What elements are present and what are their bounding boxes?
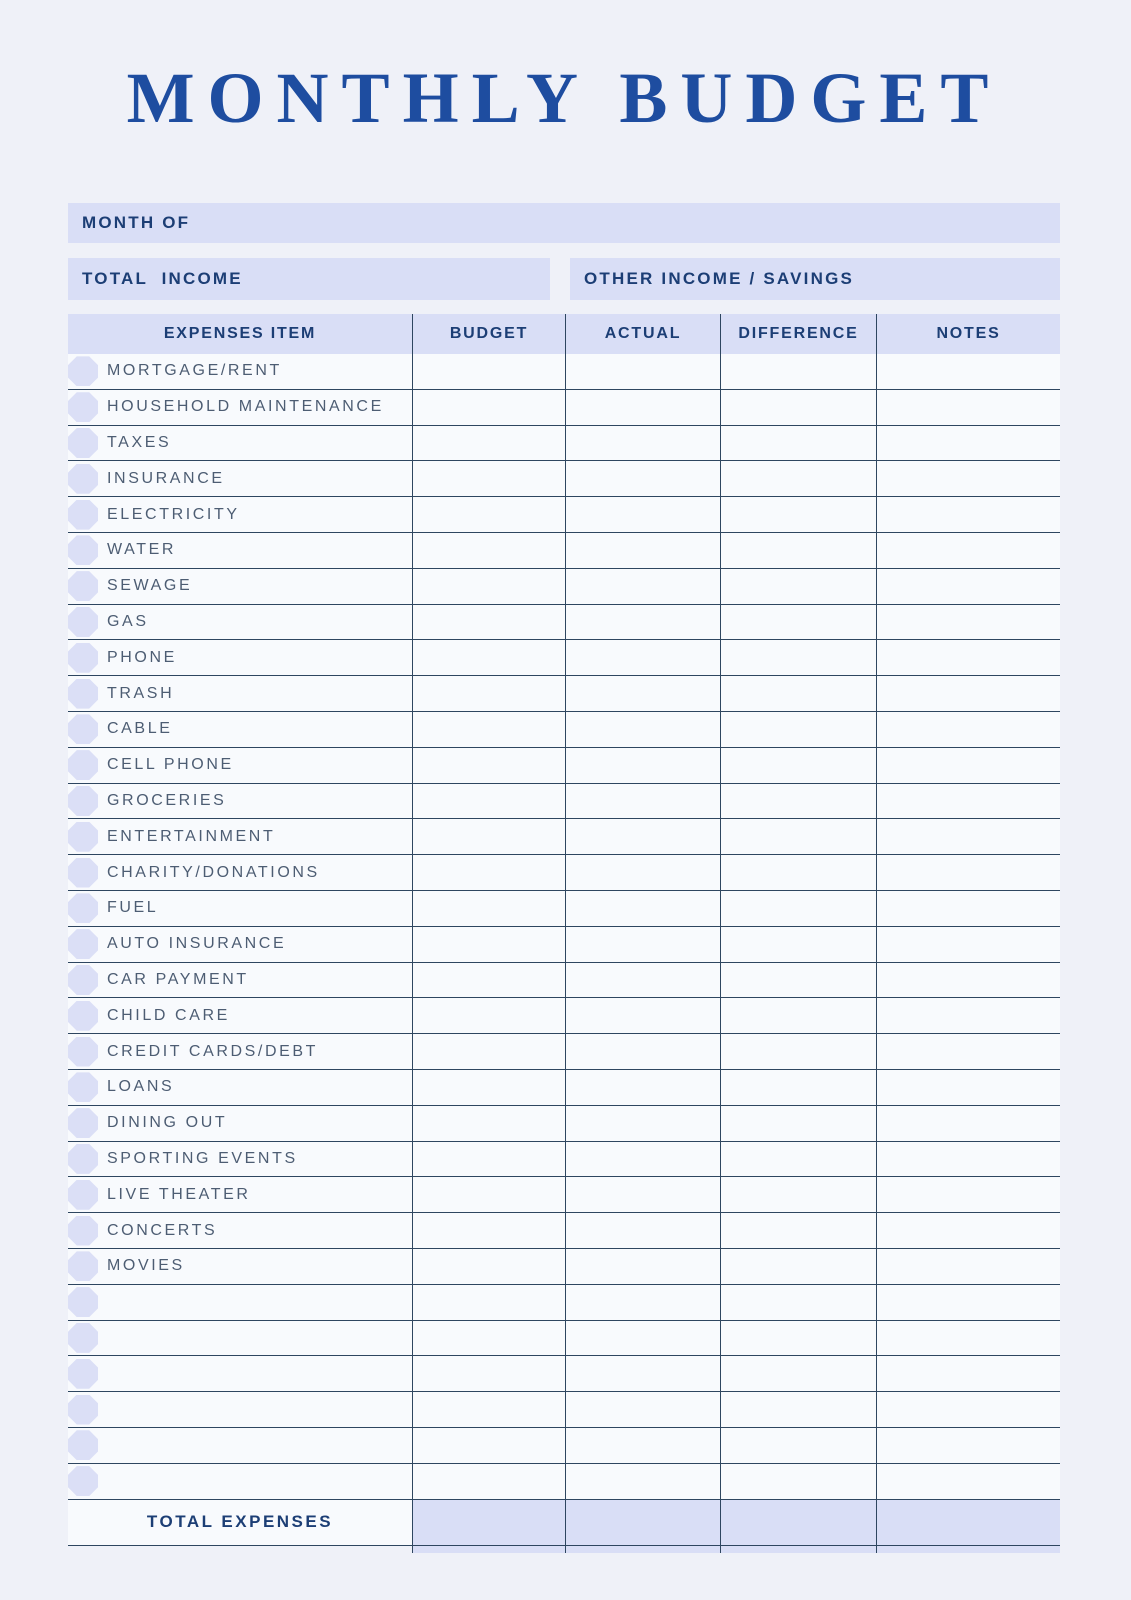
- expense-item-label: FUEL: [107, 899, 159, 917]
- actual-cell[interactable]: [565, 1464, 720, 1499]
- expense-item-cell: [68, 1464, 412, 1499]
- table-row: [68, 1285, 1060, 1321]
- budget-cell[interactable]: [412, 748, 565, 783]
- expense-item-label: PHONE: [107, 648, 177, 666]
- bullet-octagon-icon: [68, 893, 98, 923]
- expense-item-cell: [68, 1177, 412, 1212]
- expense-item-cell: [68, 1213, 412, 1248]
- budget-cell[interactable]: [412, 390, 565, 425]
- actual-cell[interactable]: [565, 1070, 720, 1105]
- bullet-octagon-icon: [68, 607, 98, 637]
- difference-cell[interactable]: [720, 1034, 876, 1069]
- actual-cell[interactable]: [565, 927, 720, 962]
- notes-cell[interactable]: [876, 497, 1060, 532]
- month-of-label: MONTH OF: [82, 213, 191, 232]
- actual-cell[interactable]: [565, 605, 720, 640]
- expense-item-label: CELL PHONE: [107, 756, 234, 774]
- total-budget-cell[interactable]: [412, 1500, 565, 1545]
- notes-cell[interactable]: [876, 1321, 1060, 1356]
- budget-cell[interactable]: [412, 354, 565, 389]
- bullet-octagon-icon: [68, 929, 98, 959]
- column-header-actual: ACTUAL: [565, 314, 720, 354]
- expense-item-cell: [68, 569, 412, 604]
- budget-cell[interactable]: [412, 927, 565, 962]
- bullet-octagon-icon: [68, 1180, 98, 1210]
- expense-item-label: CABLE: [107, 720, 173, 738]
- notes-cell[interactable]: [876, 1428, 1060, 1463]
- bullet-octagon-icon: [68, 464, 98, 494]
- bullet-octagon-icon: [68, 1001, 98, 1031]
- difference-cell[interactable]: [720, 605, 876, 640]
- table-row: [68, 1106, 1060, 1142]
- total-notes-cell[interactable]: [876, 1500, 1060, 1545]
- actual-cell[interactable]: [565, 640, 720, 675]
- budget-cell[interactable]: [412, 1213, 565, 1248]
- bullet-octagon-icon: [68, 1395, 98, 1425]
- budget-cell[interactable]: [412, 891, 565, 926]
- budget-cell[interactable]: [412, 640, 565, 675]
- table-row: [68, 1034, 1060, 1070]
- expense-item-label: MORTGAGE/RENT: [107, 362, 282, 380]
- expense-item-cell: [68, 784, 412, 819]
- difference-cell[interactable]: [720, 784, 876, 819]
- notes-cell[interactable]: [876, 1142, 1060, 1177]
- notes-cell[interactable]: [876, 819, 1060, 854]
- expense-item-label: GROCERIES: [107, 791, 227, 809]
- notes-cell[interactable]: [876, 569, 1060, 604]
- expense-item-label: CREDIT CARDS/DEBT: [107, 1042, 319, 1060]
- budget-cell[interactable]: [412, 819, 565, 854]
- budget-cell[interactable]: [412, 569, 565, 604]
- difference-cell[interactable]: [720, 963, 876, 998]
- difference-cell[interactable]: [720, 998, 876, 1033]
- total-difference-cell[interactable]: [720, 1500, 876, 1545]
- difference-cell[interactable]: [720, 569, 876, 604]
- expense-item-label: LIVE THEATER: [107, 1185, 251, 1203]
- actual-cell[interactable]: [565, 461, 720, 496]
- table-row: [68, 605, 1060, 641]
- overhang-actual: [565, 1546, 720, 1553]
- bullet-octagon-icon: [68, 1251, 98, 1281]
- expense-item-label: HOUSEHOLD MAINTENANCE: [107, 398, 384, 416]
- actual-cell[interactable]: [565, 712, 720, 747]
- actual-cell[interactable]: [565, 784, 720, 819]
- notes-cell[interactable]: [876, 927, 1060, 962]
- expense-item-label: AUTO INSURANCE: [107, 935, 287, 953]
- budget-cell[interactable]: [412, 605, 565, 640]
- actual-cell[interactable]: [565, 1106, 720, 1141]
- difference-cell[interactable]: [720, 497, 876, 532]
- difference-cell[interactable]: [720, 1177, 876, 1212]
- total-actual-cell[interactable]: [565, 1500, 720, 1545]
- other-income-savings-field: [570, 258, 1060, 300]
- expense-item-label: CAR PAYMENT: [107, 970, 249, 988]
- notes-cell[interactable]: [876, 354, 1060, 389]
- expense-item-cell: [68, 1428, 412, 1463]
- notes-cell[interactable]: [876, 1392, 1060, 1427]
- notes-cell[interactable]: [876, 1356, 1060, 1391]
- table-row: [68, 1356, 1060, 1392]
- column-header-notes: NOTES: [876, 314, 1060, 354]
- expense-item-cell: [68, 927, 412, 962]
- notes-cell[interactable]: [876, 712, 1060, 747]
- expense-item-cell: [68, 426, 412, 461]
- expense-item-cell: [68, 390, 412, 425]
- notes-cell[interactable]: [876, 1034, 1060, 1069]
- bullet-octagon-icon: [68, 428, 98, 458]
- expenses-table: [68, 314, 1060, 1553]
- income-row: [68, 258, 1060, 300]
- table-row: [68, 998, 1060, 1034]
- budget-cell[interactable]: [412, 1034, 565, 1069]
- column-header-expenses-item: EXPENSES ITEM: [163, 325, 317, 342]
- difference-cell[interactable]: [720, 712, 876, 747]
- table-row: [68, 1249, 1060, 1285]
- actual-cell[interactable]: [565, 998, 720, 1033]
- difference-cell[interactable]: [720, 390, 876, 425]
- table-body: [68, 354, 1060, 1500]
- table-row: [68, 891, 1060, 927]
- overhang-notes: [876, 1546, 1060, 1553]
- table-row: [68, 569, 1060, 605]
- table-row: [68, 712, 1060, 748]
- budget-cell[interactable]: [412, 1392, 565, 1427]
- expense-item-label: ELECTRICITY: [107, 505, 240, 523]
- overhang-spacer: [68, 1546, 412, 1553]
- difference-cell[interactable]: [720, 533, 876, 568]
- notes-cell[interactable]: [876, 998, 1060, 1033]
- table-row: [68, 426, 1060, 462]
- actual-cell[interactable]: [565, 748, 720, 783]
- bullet-octagon-icon: [68, 714, 98, 744]
- difference-cell[interactable]: [720, 748, 876, 783]
- budget-cell[interactable]: [412, 1177, 565, 1212]
- bullet-octagon-icon: [68, 1072, 98, 1102]
- difference-cell[interactable]: [720, 1213, 876, 1248]
- table-row: [68, 1177, 1060, 1213]
- table-row: [68, 533, 1060, 569]
- bullet-octagon-icon: [68, 858, 98, 888]
- expense-item-cell: [68, 963, 412, 998]
- total-income-field: [68, 258, 550, 300]
- total-income-label: TOTAL INCOME: [82, 269, 243, 288]
- difference-cell[interactable]: [720, 927, 876, 962]
- notes-cell[interactable]: [876, 605, 1060, 640]
- bullet-octagon-icon: [68, 535, 98, 565]
- overhang-difference: [720, 1546, 876, 1553]
- budget-cell[interactable]: [412, 426, 565, 461]
- difference-cell[interactable]: [720, 1285, 876, 1320]
- difference-cell[interactable]: [720, 891, 876, 926]
- expense-item-label: WATER: [107, 541, 176, 559]
- actual-cell[interactable]: [565, 1392, 720, 1427]
- expense-item-label: SEWAGE: [107, 577, 193, 595]
- bullet-octagon-icon: [68, 786, 98, 816]
- bullet-octagon-icon: [68, 1430, 98, 1460]
- bullet-octagon-icon: [68, 679, 98, 709]
- actual-cell[interactable]: [565, 963, 720, 998]
- notes-cell[interactable]: [876, 1106, 1060, 1141]
- actual-cell[interactable]: [565, 855, 720, 890]
- expense-item-cell: [68, 676, 412, 711]
- difference-cell[interactable]: [720, 1392, 876, 1427]
- bullet-octagon-icon: [68, 1466, 98, 1496]
- expense-item-cell: [68, 1142, 412, 1177]
- expense-item-cell: [68, 497, 412, 532]
- difference-cell[interactable]: [720, 1070, 876, 1105]
- expense-item-cell: [68, 640, 412, 675]
- actual-cell[interactable]: [565, 1213, 720, 1248]
- expense-item-cell: [68, 533, 412, 568]
- difference-cell[interactable]: [720, 1106, 876, 1141]
- bullet-octagon-icon: [68, 965, 98, 995]
- column-header-budget: BUDGET: [412, 314, 565, 354]
- table-row: [68, 497, 1060, 533]
- total-expenses-label: TOTAL EXPENSES: [146, 1512, 334, 1531]
- other-income-savings-label: OTHER INCOME / SAVINGS: [584, 269, 855, 288]
- actual-cell[interactable]: [565, 533, 720, 568]
- table-row: [68, 676, 1060, 712]
- month-of-input-area[interactable]: [190, 203, 1060, 243]
- expense-item-label: LOANS: [107, 1078, 175, 1096]
- budget-cell[interactable]: [412, 1142, 565, 1177]
- notes-cell[interactable]: [876, 676, 1060, 711]
- budget-cell[interactable]: [412, 855, 565, 890]
- total-expenses-label-cell: [68, 1500, 412, 1545]
- expense-item-cell: [68, 748, 412, 783]
- budget-cell[interactable]: [412, 1285, 565, 1320]
- expense-item-cell: [68, 1356, 412, 1391]
- expense-item-label: GAS: [107, 612, 149, 630]
- expense-item-label: INSURANCE: [107, 469, 225, 487]
- notes-cell[interactable]: [876, 1070, 1060, 1105]
- actual-cell[interactable]: [565, 1177, 720, 1212]
- notes-cell[interactable]: [876, 855, 1060, 890]
- bullet-octagon-icon: [68, 1037, 98, 1067]
- bullet-octagon-icon: [68, 392, 98, 422]
- difference-cell[interactable]: [720, 1321, 876, 1356]
- budget-cell[interactable]: [412, 497, 565, 532]
- expense-item-label: DINING OUT: [107, 1114, 228, 1132]
- actual-cell[interactable]: [565, 354, 720, 389]
- expense-item-cell: [68, 605, 412, 640]
- budget-cell[interactable]: [412, 1428, 565, 1463]
- notes-cell[interactable]: [876, 748, 1060, 783]
- expense-item-label: TRASH: [107, 684, 175, 702]
- bullet-octagon-icon: [68, 571, 98, 601]
- table-row: [68, 748, 1060, 784]
- expense-item-cell: [68, 1392, 412, 1427]
- bullet-octagon-icon: [68, 356, 98, 386]
- actual-cell[interactable]: [565, 1142, 720, 1177]
- notes-cell[interactable]: [876, 390, 1060, 425]
- budget-cell[interactable]: [412, 1464, 565, 1499]
- table-row: [68, 855, 1060, 891]
- difference-cell[interactable]: [720, 640, 876, 675]
- bullet-octagon-icon: [68, 1216, 98, 1246]
- bullet-octagon-icon: [68, 750, 98, 780]
- difference-cell[interactable]: [720, 426, 876, 461]
- table-row: [68, 1142, 1060, 1178]
- budget-cell[interactable]: [412, 1106, 565, 1141]
- expense-item-cell: [68, 998, 412, 1033]
- actual-cell[interactable]: [565, 426, 720, 461]
- expense-item-cell: [68, 855, 412, 890]
- overhang-budget: [412, 1546, 565, 1553]
- difference-cell[interactable]: [720, 1142, 876, 1177]
- notes-cell[interactable]: [876, 1177, 1060, 1212]
- budget-cell[interactable]: [412, 712, 565, 747]
- table-row: [68, 390, 1060, 426]
- expense-item-cell: [68, 1321, 412, 1356]
- notes-cell[interactable]: [876, 1213, 1060, 1248]
- actual-cell[interactable]: [565, 819, 720, 854]
- table-row: [68, 1321, 1060, 1357]
- table-row: [68, 927, 1060, 963]
- bullet-octagon-icon: [68, 643, 98, 673]
- actual-cell[interactable]: [565, 676, 720, 711]
- total-row-overhang: [68, 1546, 1060, 1553]
- notes-cell[interactable]: [876, 533, 1060, 568]
- table-header-row: [68, 314, 1060, 354]
- bullet-octagon-icon: [68, 822, 98, 852]
- month-of-field: [68, 203, 1060, 243]
- budget-cell[interactable]: [412, 1249, 565, 1284]
- budget-cell[interactable]: [412, 998, 565, 1033]
- table-row: [68, 1392, 1060, 1428]
- notes-cell[interactable]: [876, 640, 1060, 675]
- total-expenses-row: [68, 1500, 1060, 1546]
- budget-cell[interactable]: [412, 676, 565, 711]
- table-row: [68, 1428, 1060, 1464]
- expense-item-label: ENTERTAINMENT: [107, 827, 276, 845]
- table-row: [68, 1070, 1060, 1106]
- budget-cell[interactable]: [412, 963, 565, 998]
- other-income-input-area[interactable]: [854, 258, 1060, 300]
- actual-cell[interactable]: [565, 1428, 720, 1463]
- notes-cell[interactable]: [876, 891, 1060, 926]
- notes-cell[interactable]: [876, 461, 1060, 496]
- expense-item-cell: [68, 1106, 412, 1141]
- difference-cell[interactable]: [720, 1249, 876, 1284]
- bullet-octagon-icon: [68, 1108, 98, 1138]
- expense-item-cell: [68, 1249, 412, 1284]
- table-row: [68, 1213, 1060, 1249]
- notes-cell[interactable]: [876, 1464, 1060, 1499]
- budget-cell[interactable]: [412, 784, 565, 819]
- expense-item-cell: [68, 1034, 412, 1069]
- total-income-input-area[interactable]: [243, 258, 550, 300]
- notes-cell[interactable]: [876, 963, 1060, 998]
- expense-item-cell: [68, 354, 412, 389]
- bullet-octagon-icon: [68, 1359, 98, 1389]
- column-header-difference: DIFFERENCE: [720, 314, 876, 354]
- difference-cell[interactable]: [720, 1428, 876, 1463]
- notes-cell[interactable]: [876, 1285, 1060, 1320]
- table-row: [68, 1464, 1060, 1500]
- bullet-octagon-icon: [68, 1323, 98, 1353]
- actual-cell[interactable]: [565, 390, 720, 425]
- budget-cell[interactable]: [412, 461, 565, 496]
- difference-cell[interactable]: [720, 461, 876, 496]
- notes-cell[interactable]: [876, 1249, 1060, 1284]
- table-row: [68, 354, 1060, 390]
- notes-cell[interactable]: [876, 784, 1060, 819]
- table-row: [68, 819, 1060, 855]
- budget-page: [68, 0, 1060, 1553]
- page-title: MONTHLY BUDGET: [126, 58, 1002, 138]
- table-row: [68, 640, 1060, 676]
- actual-cell[interactable]: [565, 497, 720, 532]
- budget-cell[interactable]: [412, 533, 565, 568]
- expense-item-cell: [68, 712, 412, 747]
- expense-item-cell: [68, 1070, 412, 1105]
- difference-cell[interactable]: [720, 354, 876, 389]
- difference-cell[interactable]: [720, 855, 876, 890]
- difference-cell[interactable]: [720, 819, 876, 854]
- expense-item-label: CONCERTS: [107, 1221, 218, 1239]
- expense-item-cell: [68, 1285, 412, 1320]
- expense-item-cell: [68, 891, 412, 926]
- table-row: [68, 784, 1060, 820]
- budget-cell[interactable]: [412, 1321, 565, 1356]
- notes-cell[interactable]: [876, 426, 1060, 461]
- bullet-octagon-icon: [68, 1144, 98, 1174]
- actual-cell[interactable]: [565, 1321, 720, 1356]
- budget-cell[interactable]: [412, 1070, 565, 1105]
- difference-cell[interactable]: [720, 676, 876, 711]
- expense-item-cell: [68, 461, 412, 496]
- table-row: [68, 963, 1060, 999]
- expense-item-label: CHILD CARE: [107, 1006, 230, 1024]
- actual-cell[interactable]: [565, 1249, 720, 1284]
- actual-cell[interactable]: [565, 1285, 720, 1320]
- actual-cell[interactable]: [565, 1356, 720, 1391]
- expense-item-label: CHARITY/DONATIONS: [107, 863, 320, 881]
- expense-item-label: TAXES: [107, 433, 172, 451]
- actual-cell[interactable]: [565, 569, 720, 604]
- expense-item-cell: [68, 819, 412, 854]
- expense-item-label: MOVIES: [107, 1257, 185, 1275]
- bullet-octagon-icon: [68, 500, 98, 530]
- difference-cell[interactable]: [720, 1464, 876, 1499]
- bullet-octagon-icon: [68, 1287, 98, 1317]
- expense-item-label: SPORTING EVENTS: [107, 1149, 298, 1167]
- actual-cell[interactable]: [565, 1034, 720, 1069]
- table-row: [68, 461, 1060, 497]
- difference-cell[interactable]: [720, 1356, 876, 1391]
- budget-cell[interactable]: [412, 1356, 565, 1391]
- actual-cell[interactable]: [565, 891, 720, 926]
